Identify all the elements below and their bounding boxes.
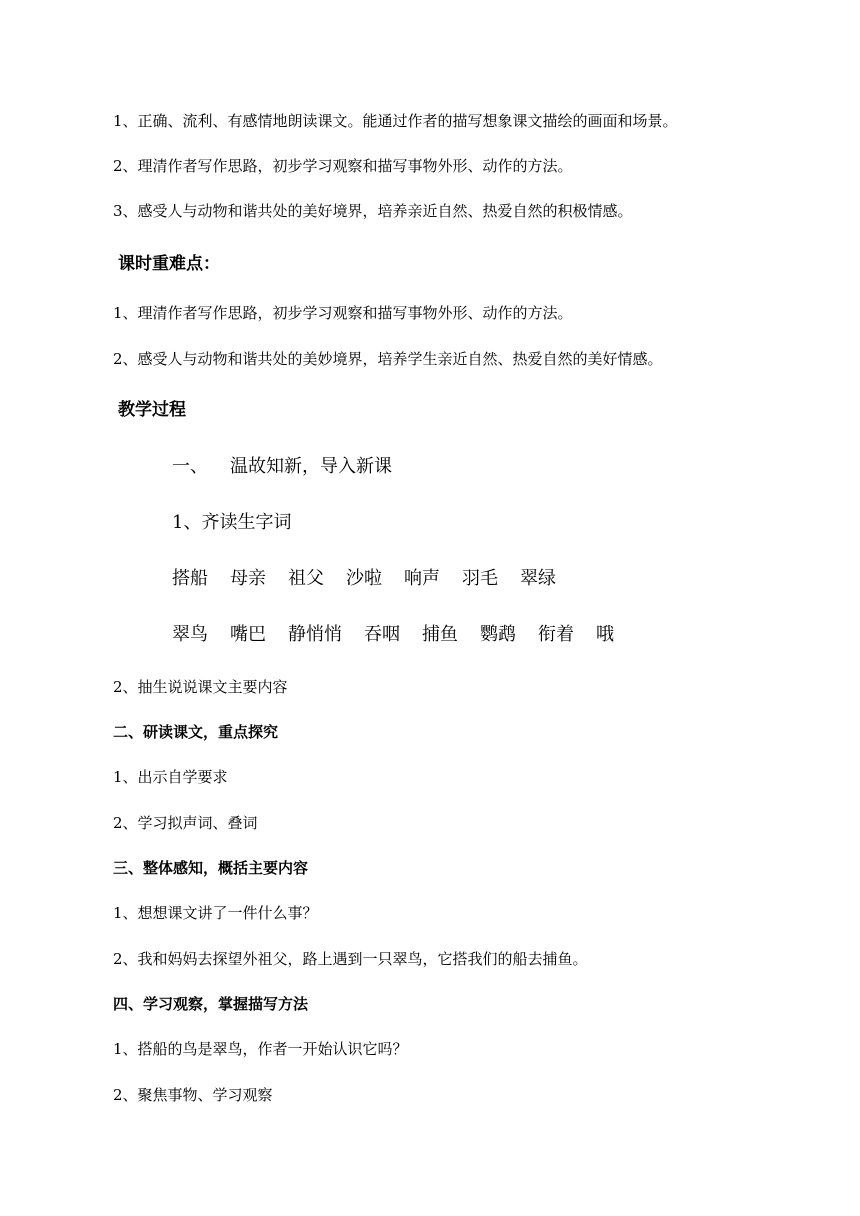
objective-2: 2、理清作者写作思路，初步学习观察和描写事物外形、动作的方法。 [113, 157, 573, 175]
section1-number: 一、 [172, 456, 208, 477]
vocab-word: 吞咽 [364, 624, 400, 645]
key-point-2: 2、感受人与动物和谐共处的美妙境界，培养学生亲近自然、热爱自然的美好情感。 [113, 350, 663, 368]
vocab-word: 翠绿 [520, 568, 556, 589]
vocab-row-2 [172, 626, 614, 644]
section4-title: 四、学习观察，掌握描写方法 [113, 995, 309, 1013]
process-heading: 教学过程 [118, 400, 186, 420]
vocab-word: 沙啦 [346, 568, 382, 589]
vocab-word: 衔着 [538, 624, 574, 645]
section3-title: 三、整体感知，概括主要内容 [113, 859, 309, 877]
vocab-word: 响声 [404, 568, 440, 589]
key-points-heading: 课时重难点： [118, 254, 220, 274]
section2-title: 二、研读课文，重点探究 [113, 723, 279, 741]
section4-item-1: 1、搭船的鸟是翠鸟，作者一开始认识它吗？ [113, 1040, 408, 1058]
vocab-word: 捕鱼 [422, 624, 458, 645]
section4-item-2: 2、聚焦事物、学习观察 [113, 1086, 273, 1104]
objective-3: 3、感受人与动物和谐共处的美好境界，培养亲近自然、热爱自然的积极情感。 [113, 202, 633, 220]
section2-item-1: 1、出示自学要求 [113, 768, 228, 786]
section1-item-1: 1、齐读生字词 [172, 512, 292, 533]
vocab-word: 哦 [596, 624, 614, 645]
vocab-row-1 [172, 570, 556, 588]
section3-item-1: 1、想想课文讲了一件什么事？ [113, 904, 318, 922]
vocab-word: 搭船 [172, 568, 208, 589]
section1-title: 温故知新，导入新课 [230, 456, 392, 477]
vocab-word: 祖父 [288, 568, 324, 589]
vocab-word: 羽毛 [462, 568, 498, 589]
vocab-word: 鹦鹉 [480, 624, 516, 645]
vocab-word: 嘴巴 [230, 624, 266, 645]
vocab-word: 静悄悄 [288, 624, 342, 645]
section1-item-2: 2、抽生说说课文主要内容 [113, 678, 288, 696]
vocab-word: 翠鸟 [172, 624, 208, 645]
vocab-word: 母亲 [230, 568, 266, 589]
objective-1: 1、正确、流利、有感情地朗读课文。能通过作者的描写想象课文描绘的画面和场景。 [113, 112, 678, 130]
section2-item-2: 2、学习拟声词、叠词 [113, 814, 258, 832]
section3-item-2: 2、我和妈妈去探望外祖父，路上遇到一只翠鸟，它搭我们的船去捕鱼。 [113, 950, 588, 968]
key-point-1: 1、理清作者写作思路，初步学习观察和描写事物外形、动作的方法。 [113, 304, 573, 322]
